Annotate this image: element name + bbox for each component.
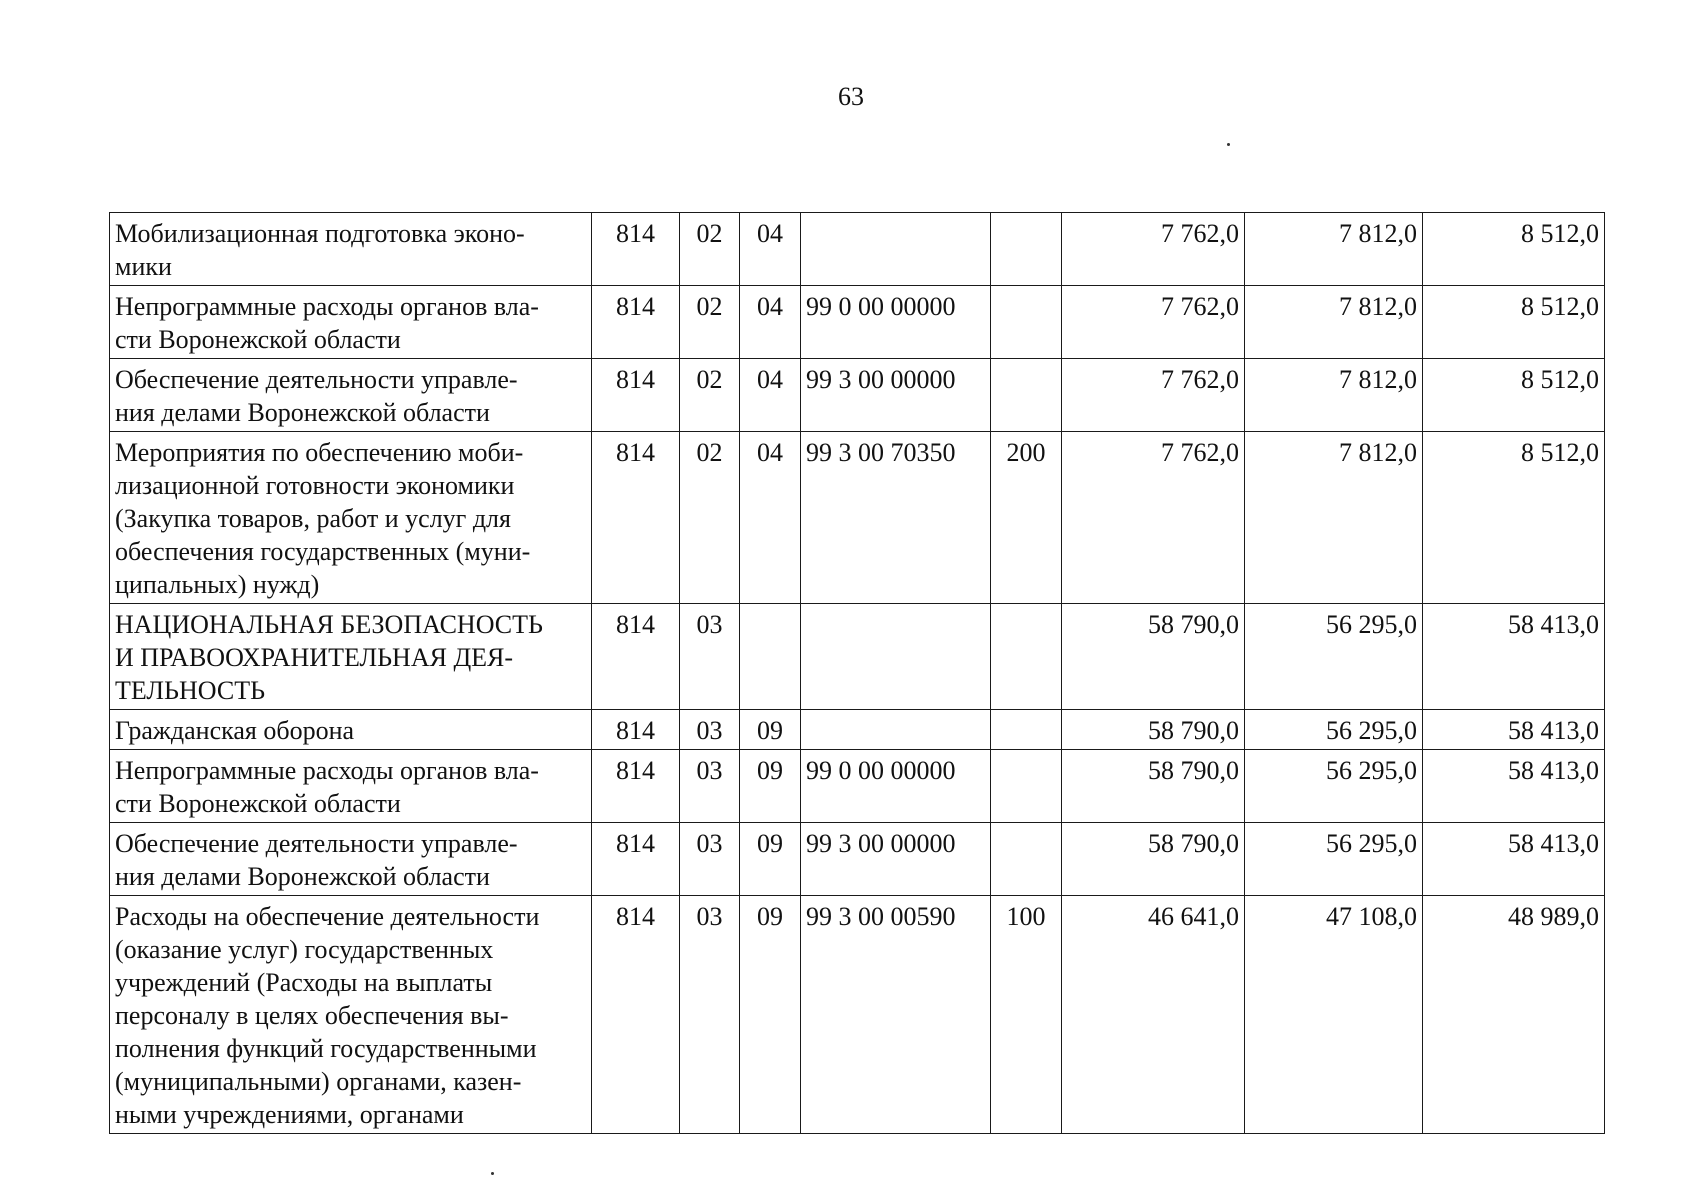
row-target-article-cell: 99 3 00 00000: [801, 359, 991, 432]
row-gr-code-cell: 814: [592, 750, 680, 823]
table-row: [110, 213, 1605, 286]
table-row: [110, 896, 1605, 1134]
row-sum-2-cell: 7 812,0: [1245, 286, 1423, 359]
row-target-article-cell: 99 0 00 00000: [801, 750, 991, 823]
row-target-article-cell: [801, 710, 991, 750]
row-name-cell: Мероприятия по обеспечению моби- лизационной готовности экономики (Закупка товаров, работ и услуг для обеспечения государственных (муни- ципальных) нужд): [110, 432, 592, 604]
row-subsection-cell: 04: [740, 432, 801, 604]
row-sum-1-cell: 7 762,0: [1062, 286, 1245, 359]
row-name-cell: Обеспечение деятельности управле- ния делами Воронежской области: [110, 359, 592, 432]
scan-speck: [491, 1172, 494, 1175]
row-sum-3-cell: 8 512,0: [1423, 359, 1605, 432]
row-section-cell: 02: [680, 432, 740, 604]
page-number: 63: [838, 82, 864, 111]
row-sum-3-cell: 58 413,0: [1423, 604, 1605, 710]
row-gr-code-cell: 814: [592, 286, 680, 359]
row-sum-2-cell: 47 108,0: [1245, 896, 1423, 1134]
row-expense-type-cell: [991, 604, 1062, 710]
row-subsection-cell: 04: [740, 286, 801, 359]
row-gr-code-cell: 814: [592, 604, 680, 710]
row-sum-2-cell: 56 295,0: [1245, 750, 1423, 823]
table-row: [110, 432, 1605, 604]
row-expense-type-cell: [991, 750, 1062, 823]
row-section-cell: 03: [680, 710, 740, 750]
row-name-cell: Обеспечение деятельности управле- ния делами Воронежской области: [110, 823, 592, 896]
row-expense-type-cell: 100: [991, 896, 1062, 1134]
row-name-cell: НАЦИОНАЛЬНАЯ БЕЗОПАСНОСТЬ И ПРАВООХРАНИТЕЛЬНАЯ ДЕЯ- ТЕЛЬНОСТЬ: [110, 604, 592, 710]
row-sum-1-cell: 46 641,0: [1062, 896, 1245, 1134]
row-target-article-cell: 99 3 00 00590: [801, 896, 991, 1134]
row-expense-type-cell: [991, 710, 1062, 750]
row-subsection-cell: 04: [740, 213, 801, 286]
row-subsection-cell: 09: [740, 710, 801, 750]
table-row: [110, 710, 1605, 750]
row-sum-3-cell: 48 989,0: [1423, 896, 1605, 1134]
row-target-article-cell: [801, 604, 991, 710]
row-sum-3-cell: 58 413,0: [1423, 750, 1605, 823]
row-name-cell: Мобилизационная подготовка эконо- мики: [110, 213, 592, 286]
row-section-cell: 02: [680, 359, 740, 432]
row-name-cell: Расходы на обеспечение деятельности (оказание услуг) государственных учреждений (Расходы на выплаты персоналу в целях обеспечения вы- полнения функций государственными (муниципальными) органами, казен- ными учреждениями, органами: [110, 896, 592, 1134]
row-expense-type-cell: 200: [991, 432, 1062, 604]
row-sum-2-cell: 7 812,0: [1245, 359, 1423, 432]
row-name-cell: Гражданская оборона: [110, 710, 592, 750]
row-target-article-cell: 99 3 00 00000: [801, 823, 991, 896]
row-sum-3-cell: 58 413,0: [1423, 710, 1605, 750]
table-row: [110, 604, 1605, 710]
table-row: [110, 750, 1605, 823]
row-sum-2-cell: 56 295,0: [1245, 823, 1423, 896]
row-sum-2-cell: 7 812,0: [1245, 432, 1423, 604]
row-expense-type-cell: [991, 823, 1062, 896]
row-subsection-cell: 09: [740, 823, 801, 896]
row-gr-code-cell: 814: [592, 213, 680, 286]
row-expense-type-cell: [991, 213, 1062, 286]
row-subsection-cell: [740, 604, 801, 710]
row-gr-code-cell: 814: [592, 432, 680, 604]
row-section-cell: 03: [680, 750, 740, 823]
row-gr-code-cell: 814: [592, 823, 680, 896]
row-gr-code-cell: 814: [592, 710, 680, 750]
row-name-cell: Непрограммные расходы органов вла- сти Воронежской области: [110, 286, 592, 359]
row-sum-1-cell: 7 762,0: [1062, 359, 1245, 432]
row-sum-1-cell: 58 790,0: [1062, 823, 1245, 896]
row-sum-1-cell: 58 790,0: [1062, 604, 1245, 710]
row-sum-1-cell: 58 790,0: [1062, 710, 1245, 750]
row-target-article-cell: [801, 213, 991, 286]
row-subsection-cell: 09: [740, 896, 801, 1134]
row-section-cell: 02: [680, 213, 740, 286]
row-sum-2-cell: 56 295,0: [1245, 710, 1423, 750]
row-sum-1-cell: 7 762,0: [1062, 213, 1245, 286]
row-expense-type-cell: [991, 359, 1062, 432]
row-section-cell: 03: [680, 604, 740, 710]
row-sum-3-cell: 8 512,0: [1423, 213, 1605, 286]
row-sum-2-cell: 7 812,0: [1245, 213, 1423, 286]
row-sum-1-cell: 58 790,0: [1062, 750, 1245, 823]
table-row: [110, 823, 1605, 896]
row-subsection-cell: 09: [740, 750, 801, 823]
row-section-cell: 03: [680, 896, 740, 1134]
row-name-cell: Непрограммные расходы органов вла- сти Воронежской области: [110, 750, 592, 823]
row-target-article-cell: 99 3 00 70350: [801, 432, 991, 604]
budget-table: [109, 212, 1605, 1134]
row-sum-2-cell: 56 295,0: [1245, 604, 1423, 710]
row-section-cell: 03: [680, 823, 740, 896]
row-sum-3-cell: 8 512,0: [1423, 286, 1605, 359]
row-gr-code-cell: 814: [592, 896, 680, 1134]
table-row: [110, 359, 1605, 432]
scan-speck: [1227, 143, 1230, 146]
row-gr-code-cell: 814: [592, 359, 680, 432]
row-sum-3-cell: 58 413,0: [1423, 823, 1605, 896]
table-row: [110, 286, 1605, 359]
row-section-cell: 02: [680, 286, 740, 359]
row-expense-type-cell: [991, 286, 1062, 359]
row-target-article-cell: 99 0 00 00000: [801, 286, 991, 359]
row-sum-1-cell: 7 762,0: [1062, 432, 1245, 604]
row-sum-3-cell: 8 512,0: [1423, 432, 1605, 604]
row-subsection-cell: 04: [740, 359, 801, 432]
